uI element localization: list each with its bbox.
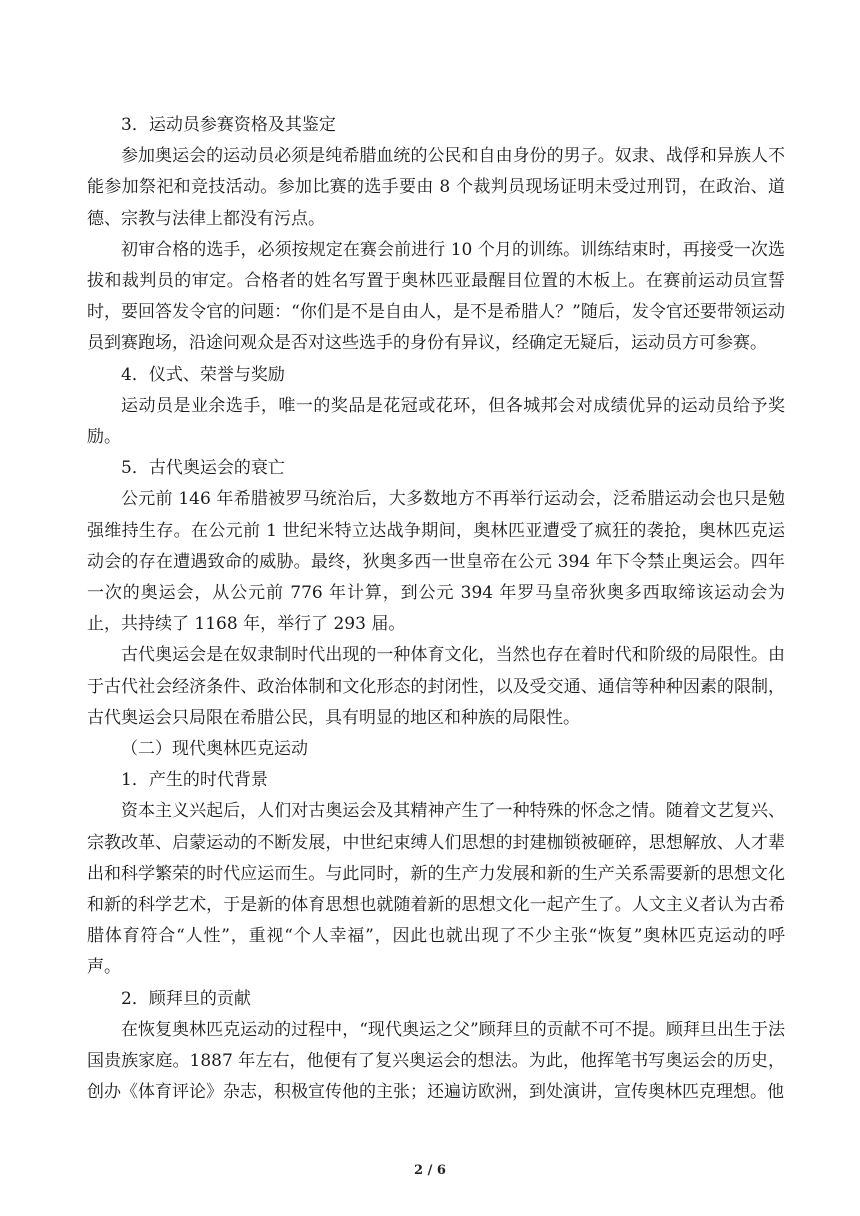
paragraph: 资本主义兴起后，人们对古奥运会及其精神产生了一种特殊的怀念之情。随着文艺复兴、宗教改革、启蒙运动的不断发展，中世纪束缚人们思想的封建枷锁被砸碎，思想解放、人才辈出和科学繁荣的时代应运而生。与此同时，新的生产力发展和新的生产关系需要新的思想文化和新的科学艺术，于是新的体育思想也就随着新的思想文化一起产生了。人文主义者认为古希腊体育符合“人性”，重视“个人幸福”，因此也就出现了不少主张“恢复”奥林匹克运动的呼声。 [87,801,785,978]
paragraph: 运动员是业余选手，唯一的奖品是花冠或花环，但各城邦会对成绩优异的运动员给予奖励。 [87,395,785,448]
section-heading: 5．古代奥运会的衰亡 [121,458,285,479]
document-body [87,110,785,1109]
section-heading: 2．顾拜旦的贡献 [121,988,251,1009]
section-heading: 4．仪式、荣誉与奖励 [121,364,285,385]
page-number: 2 / 6 [414,1163,446,1178]
paragraph: 在恢复奥林匹克运动的过程中，“现代奥运之父”顾拜旦的贡献不可不提。顾拜旦出生于法国贵族家庭。1887 年左右，他便有了复兴奥运会的想法。为此，他挥笔书写奥运会的历史，创办《体育评论》杂志，积极宣传他的主张；还遍访欧洲，到处演讲，宣传奥林匹克理想。他 [87,1019,785,1103]
paragraph: 初审合格的选手，必须按规定在赛会前进行 10 个月的训练。训练结束时，再接受一次选拔和裁判员的审定。合格者的姓名写置于奥林匹亚最醒目位置的木板上。在赛前运动员宣誓时，要回答发令官的问题：“你们是不是自由人，是不是希腊人？”随后，发令官还要带领运动员到赛跑场，沿途问观众是否对这些选手的身份有异议，经确定无疑后，运动员方可参赛。 [87,239,785,354]
chapter-heading: （二）现代奥林匹克运动 [121,739,308,760]
section-heading: 1．产生的时代背景 [121,770,268,791]
paragraph: 公元前 146 年希腊被罗马统治后，大多数地方不再举行运动会，泛希腊运动会也只是勉强维持生存。在公元前 1 世纪米特立达战争期间，奥林匹亚遭受了疯狂的袭抢，奥林匹克运动会的存在遭遇致命的威胁。最终，狄奥多西一世皇帝在公元 394 年下令禁止奥运会。四年一次的奥运会，从公元前 776 年计算，到公元 394 年罗马皇帝狄奥多西取缔该运动会为止，共持续了 1168 年，举行了 293 届。 [87,489,785,635]
paragraph: 古代奥运会是在奴隶制时代出现的一种体育文化，当然也存在着时代和阶级的局限性。由于古代社会经济条件、政治体制和文化形态的封闭性，以及受交通、通信等种种因素的限制，古代奥运会只局限在希腊公民，具有明显的地区和种族的局限性。 [87,645,785,728]
section-heading: 3．运动员参赛资格及其鉴定 [121,115,336,135]
paragraph: 参加奥运会的运动员必须是纯希腊血统的公民和自由身份的男子。奴隶、战俘和异族人不能参加祭祀和竞技活动。参加比赛的选手要由 8 个裁判员现场证明未受过刑罚，在政治、道德、宗教与法律上都没有污点。 [87,146,785,229]
